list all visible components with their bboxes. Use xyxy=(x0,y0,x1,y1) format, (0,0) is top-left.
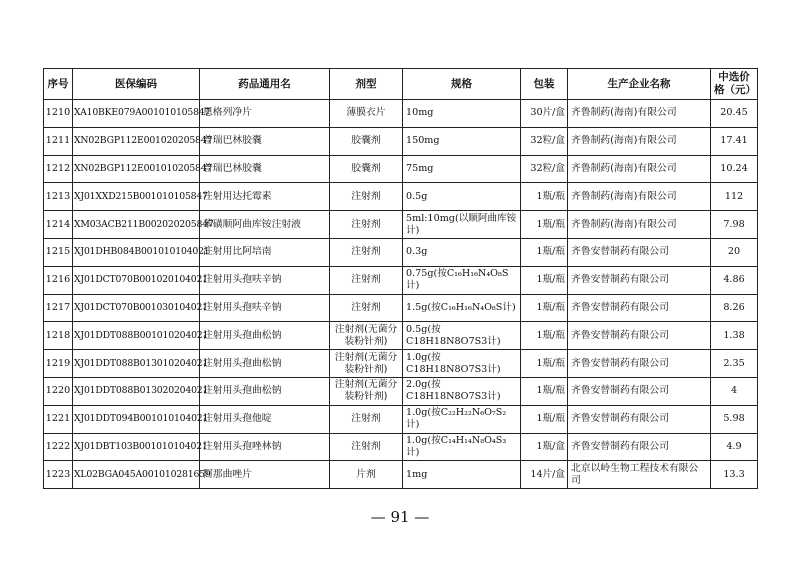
cell-form: 注射剂(无菌分装粉针剂) xyxy=(330,377,403,405)
cell-maker: 齐鲁安替制药有限公司 xyxy=(568,377,711,405)
cell-form: 片剂 xyxy=(330,461,403,489)
cell-serial: 1210 xyxy=(44,100,73,128)
cell-price: 1.38 xyxy=(711,322,758,350)
cell-code: XJ01DCT070B001030104021 xyxy=(73,294,200,322)
page-number: — 91 — xyxy=(370,508,430,526)
cell-price: 5.98 xyxy=(711,405,758,433)
cell-name: 注射用头孢他啶 xyxy=(200,405,330,433)
cell-code: XM03ACB211B002020205847 xyxy=(73,211,200,239)
cell-spec: 1mg xyxy=(403,461,521,489)
table-row xyxy=(44,322,758,350)
cell-code: XJ01XXD215B001010105847 xyxy=(73,183,200,211)
header-serial: 序号 xyxy=(44,69,73,100)
cell-code: XJ01DBT103B001010104021 xyxy=(73,433,200,461)
cell-spec: 1.0g(按C18H18N8O7S3计) xyxy=(403,350,521,378)
cell-spec: 1.0g(按C₁₄H₁₄N₈O₄S₃计) xyxy=(403,433,521,461)
cell-code: XJ01DCT070B001020104021 xyxy=(73,266,200,294)
cell-spec: 150mg xyxy=(403,127,521,155)
header-spec: 规格 xyxy=(403,69,521,100)
cell-pack: 14片/盒 xyxy=(521,461,568,489)
cell-maker: 齐鲁安替制药有限公司 xyxy=(568,294,711,322)
cell-pack: 1瓶/瓶 xyxy=(521,405,568,433)
table-row xyxy=(44,266,758,294)
table-row xyxy=(44,238,758,266)
cell-name: 苯磺顺阿曲库铵注射液 xyxy=(200,211,330,239)
cell-form: 注射剂 xyxy=(330,211,403,239)
cell-serial: 1216 xyxy=(44,266,73,294)
cell-name: 阿那曲唑片 xyxy=(200,461,330,489)
cell-serial: 1221 xyxy=(44,405,73,433)
cell-name: 注射用头孢呋辛钠 xyxy=(200,266,330,294)
cell-price: 2.35 xyxy=(711,350,758,378)
table-row xyxy=(44,127,758,155)
cell-name: 注射用头孢唑林钠 xyxy=(200,433,330,461)
cell-price: 20.45 xyxy=(711,100,758,128)
cell-name: 恩格列净片 xyxy=(200,100,330,128)
cell-form: 注射剂 xyxy=(330,433,403,461)
cell-pack: 1瓶/瓶 xyxy=(521,294,568,322)
cell-serial: 1214 xyxy=(44,211,73,239)
cell-pack: 1瓶/瓶 xyxy=(521,211,568,239)
cell-maker: 齐鲁制药(海南)有限公司 xyxy=(568,211,711,239)
cell-serial: 1213 xyxy=(44,183,73,211)
cell-form: 注射剂(无菌分装粉针剂) xyxy=(330,350,403,378)
cell-maker: 齐鲁安替制药有限公司 xyxy=(568,433,711,461)
header-maker: 生产企业名称 xyxy=(568,69,711,100)
cell-name: 注射用比阿培南 xyxy=(200,238,330,266)
cell-maker: 北京以岭生物工程技术有限公司 xyxy=(568,461,711,489)
cell-maker: 齐鲁安替制药有限公司 xyxy=(568,238,711,266)
cell-pack: 1瓶/盒 xyxy=(521,433,568,461)
cell-price: 10.24 xyxy=(711,155,758,183)
cell-form: 注射剂 xyxy=(330,405,403,433)
table-row xyxy=(44,155,758,183)
cell-price: 13.3 xyxy=(711,461,758,489)
header-code: 医保编码 xyxy=(73,69,200,100)
cell-maker: 齐鲁安替制药有限公司 xyxy=(568,350,711,378)
cell-serial: 1212 xyxy=(44,155,73,183)
cell-form: 注射剂 xyxy=(330,266,403,294)
cell-code: XJ01DDT088B001010204021 xyxy=(73,322,200,350)
table-row xyxy=(44,211,758,239)
cell-maker: 齐鲁制药(海南)有限公司 xyxy=(568,127,711,155)
cell-form: 注射剂 xyxy=(330,294,403,322)
header-pack: 包装 xyxy=(521,69,568,100)
cell-spec: 10mg xyxy=(403,100,521,128)
cell-pack: 32粒/盒 xyxy=(521,155,568,183)
cell-pack: 32粒/盒 xyxy=(521,127,568,155)
cell-serial: 1223 xyxy=(44,461,73,489)
cell-pack: 1瓶/瓶 xyxy=(521,266,568,294)
cell-price: 4.9 xyxy=(711,433,758,461)
cell-maker: 齐鲁安替制药有限公司 xyxy=(568,322,711,350)
cell-maker: 齐鲁制药(海南)有限公司 xyxy=(568,183,711,211)
header-name: 药品通用名 xyxy=(200,69,330,100)
cell-code: XN02BGP112E001020205847 xyxy=(73,127,200,155)
cell-name: 普瑞巴林胶囊 xyxy=(200,155,330,183)
cell-price: 7.98 xyxy=(711,211,758,239)
cell-form: 注射剂 xyxy=(330,183,403,211)
table-row xyxy=(44,461,758,489)
cell-spec: 2.0g(按C18H18N8O7S3计) xyxy=(403,377,521,405)
table-row xyxy=(44,183,758,211)
cell-maker: 齐鲁安替制药有限公司 xyxy=(568,266,711,294)
table-row xyxy=(44,433,758,461)
table-row xyxy=(44,405,758,433)
cell-spec: 1.0g(按C₂₂H₂₂N₆O₇S₂计) xyxy=(403,405,521,433)
cell-price: 20 xyxy=(711,238,758,266)
table-row xyxy=(44,350,758,378)
cell-name: 注射用头孢曲松钠 xyxy=(200,322,330,350)
cell-serial: 1222 xyxy=(44,433,73,461)
table-row xyxy=(44,100,758,128)
cell-name: 注射用头孢曲松钠 xyxy=(200,350,330,378)
cell-pack: 30片/盒 xyxy=(521,100,568,128)
header-price: 中选价格（元） xyxy=(711,69,758,100)
cell-form: 胶囊剂 xyxy=(330,155,403,183)
table-row xyxy=(44,377,758,405)
cell-code: XJ01DHB084B001010104021 xyxy=(73,238,200,266)
cell-pack: 1瓶/瓶 xyxy=(521,183,568,211)
table-header-row xyxy=(44,69,758,100)
cell-maker: 齐鲁制药(海南)有限公司 xyxy=(568,100,711,128)
cell-pack: 1瓶/瓶 xyxy=(521,238,568,266)
table-row xyxy=(44,294,758,322)
cell-spec: 0.5g(按C18H18N8O7S3计) xyxy=(403,322,521,350)
cell-spec: 1.5g(按C₁₆H₁₆N₄O₈S计) xyxy=(403,294,521,322)
cell-spec: 0.5g xyxy=(403,183,521,211)
cell-name: 注射用头孢曲松钠 xyxy=(200,377,330,405)
cell-maker: 齐鲁安替制药有限公司 xyxy=(568,405,711,433)
cell-serial: 1219 xyxy=(44,350,73,378)
cell-price: 112 xyxy=(711,183,758,211)
cell-form: 注射剂 xyxy=(330,238,403,266)
drug-price-table xyxy=(43,68,758,489)
cell-name: 注射用头孢呋辛钠 xyxy=(200,294,330,322)
cell-form: 注射剂(无菌分装粉针剂) xyxy=(330,322,403,350)
cell-pack: 1瓶/瓶 xyxy=(521,377,568,405)
cell-price: 4.86 xyxy=(711,266,758,294)
cell-form: 薄膜衣片 xyxy=(330,100,403,128)
cell-pack: 1瓶/瓶 xyxy=(521,322,568,350)
cell-serial: 1217 xyxy=(44,294,73,322)
header-form: 剂型 xyxy=(330,69,403,100)
cell-form: 胶囊剂 xyxy=(330,127,403,155)
cell-name: 注射用达托霉素 xyxy=(200,183,330,211)
cell-price: 8.26 xyxy=(711,294,758,322)
cell-serial: 1218 xyxy=(44,322,73,350)
cell-code: XN02BGP112E001010205847 xyxy=(73,155,200,183)
cell-spec: 0.75g(按C₁₆H₁₆N₄O₈S计) xyxy=(403,266,521,294)
cell-spec: 75mg xyxy=(403,155,521,183)
cell-spec: 5ml:10mg(以顺阿曲库铵计) xyxy=(403,211,521,239)
cell-pack: 1瓶/瓶 xyxy=(521,350,568,378)
cell-spec: 0.3g xyxy=(403,238,521,266)
drug-price-table-container xyxy=(43,68,757,489)
cell-serial: 1215 xyxy=(44,238,73,266)
cell-maker: 齐鲁制药(海南)有限公司 xyxy=(568,155,711,183)
cell-code: XJ01DDT088B013010204021 xyxy=(73,350,200,378)
table-body xyxy=(44,100,758,489)
cell-serial: 1220 xyxy=(44,377,73,405)
cell-name: 普瑞巴林胶囊 xyxy=(200,127,330,155)
cell-price: 17.41 xyxy=(711,127,758,155)
cell-code: XL02BGA045A001010281659 xyxy=(73,461,200,489)
cell-price: 4 xyxy=(711,377,758,405)
cell-code: XA10BKE079A001010105847 xyxy=(73,100,200,128)
cell-serial: 1211 xyxy=(44,127,73,155)
cell-code: XJ01DDT094B001010104021 xyxy=(73,405,200,433)
cell-code: XJ01DDT088B013020204021 xyxy=(73,377,200,405)
